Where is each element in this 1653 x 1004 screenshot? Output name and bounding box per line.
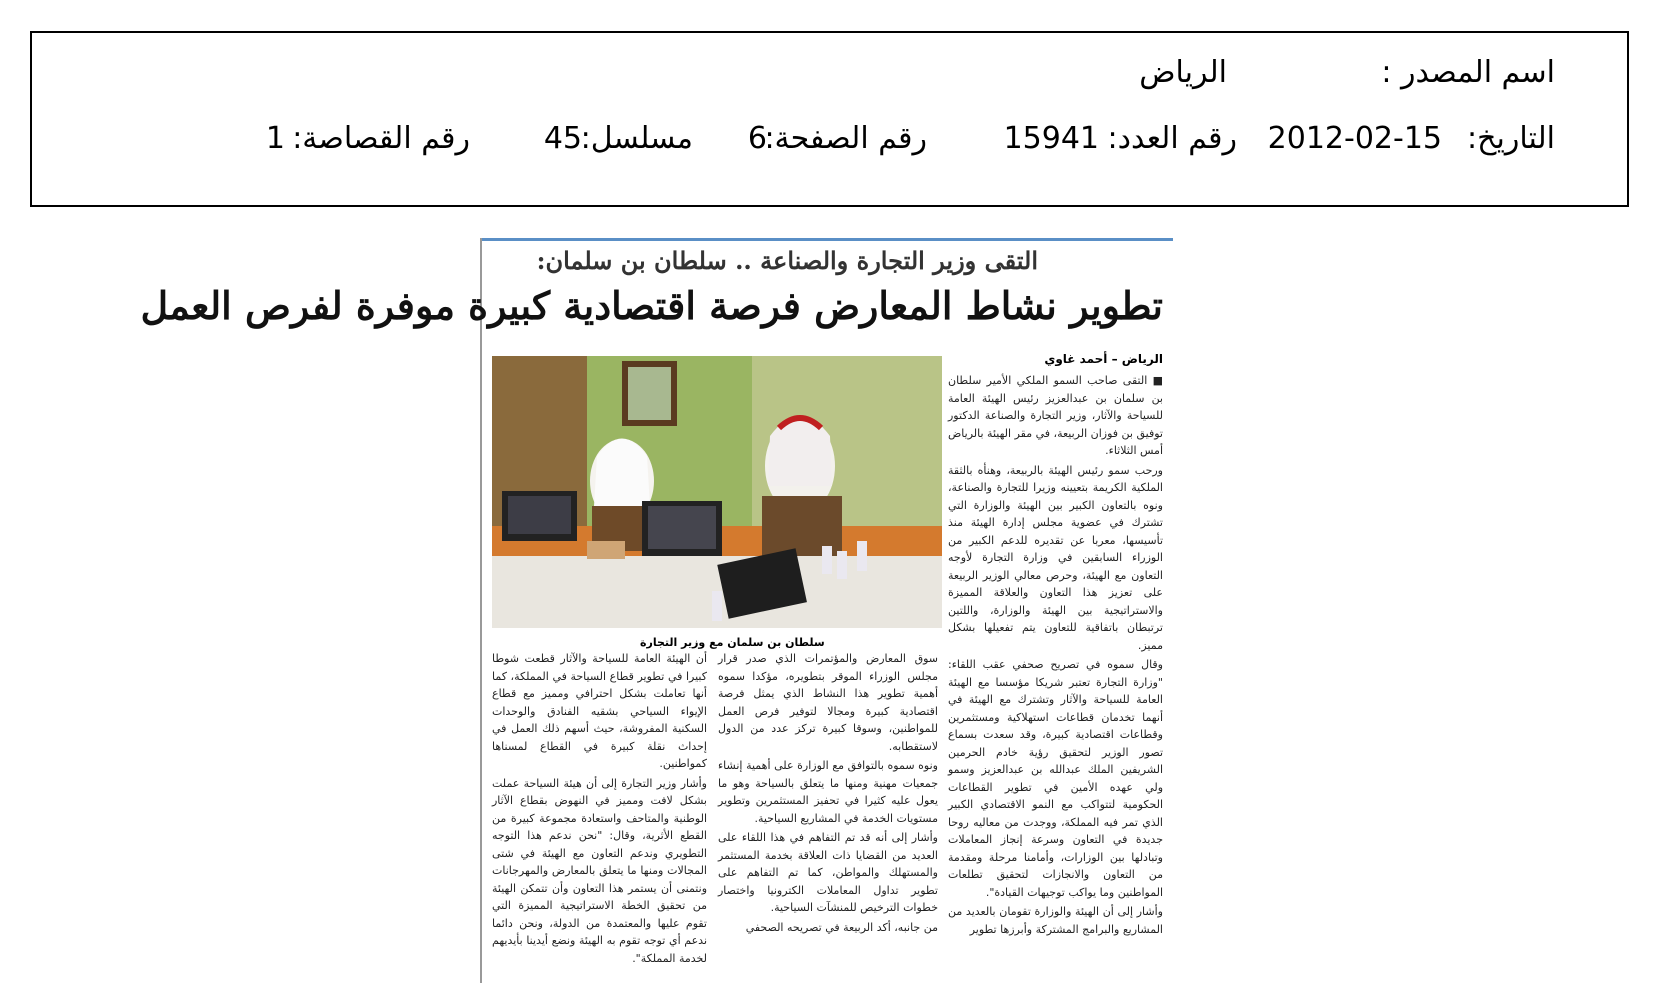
paragraph: وأشار إلى أنه قد تم التفاهم في هذا اللقاء على العديد من القضايا ذات العلاقة بخدمة المستثمر والمستهلك والمواطن، كما تم التفاهم على تطوير تداول المعاملات الكترونيا واختصار خطوات الترخيص للمنشآت السياحية. xyxy=(718,831,938,914)
paragraph: وأشار وزير التجارة إلى أن هيئة السياحة عملت بشكل لافت ومميز في النهوض بقطاع الآثار الوطنية والمتاحف واستعادة مجموعة كبيرة من القطع الأثرية، وقال: "نحن ندعم هذا التوجه التطويري وندعم التعاون مع الهيئة في شتى المجالات ومنها ما يتعلق بالمعارض والمهرجانات ونتمنى أن يستمر هذا التعاون وأن تتمكن الهيئة من تحقيق الخطة الاستراتيجية المميزة التي تقوم عليها والمعتمدة من الدولة، ونحن دائما ندعم أي توجه تقوم به الهيئة ونضع أيدينا بأيديهم لخدمة المملكة". xyxy=(492,776,707,965)
serial-label: مسلسل: xyxy=(580,121,693,156)
paragraph: وأشار إلى أن الهيئة والوزارة تقومان بالعديد من المشاريع والبرامج المشتركة وأبرزها تطوير xyxy=(948,905,1163,936)
serial-value: 45 xyxy=(543,121,582,156)
issue-label: رقم العدد: xyxy=(1107,121,1237,156)
newspaper-clipping xyxy=(140,238,1173,983)
paragraph: من جانبه، أكد الربيعة في تصريحه الصحفي xyxy=(745,920,938,934)
article-column-1 xyxy=(948,372,1163,982)
paragraph: ■ التقى صاحب السمو الملكي الأمير سلطان بن سلمان بن عبدالعزيز رئيس الهيئة العامة للسياحة والآثار، وزير التجارة والصناعة الدكتور توفيق بن فوزان الربيعة، في مقر الهيئة بالرياض أمس الثلاثاء. xyxy=(948,374,1163,457)
article-column-2 xyxy=(718,650,938,980)
meeting-photo xyxy=(492,356,942,628)
article-column-3 xyxy=(492,650,707,980)
paragraph: أن الهيئة العامة للسياحة والآثار قطعت شوطا كبيرا في تطوير قطاع السياحة في المملكة، كما أنها تعاملت بشكل احترافي ومميز مع قطاع الإيواء السياحي بشقيه الفنادق والوحدات السكنية المفروشة، حيث أسهم ذلك العمل في إحداث نقلة كبيرة في القطاع لمسناها كمواطنين. xyxy=(492,652,707,770)
date-label: التاريخ: xyxy=(1467,121,1555,156)
page-value: 6 xyxy=(747,121,767,156)
clip-number-label: رقم القصاصة: xyxy=(292,121,470,156)
article-kicker: التقى وزير التجارة والصناعة .. سلطان بن سلمان: xyxy=(536,246,1038,275)
page-label: رقم الصفحة: xyxy=(764,121,927,156)
paragraph: سوق المعارض والمؤتمرات الذي صدر قرار مجلس الوزراء الموقر بتطويره، مؤكدا سموه أهمية تطوير هذا النشاط الذي يمثل فرصة اقتصادية كبيرة ومجالا لتوفير فرص العمل للمواطنين، وسوقا كبيرة تركز عدد من الدول لاستقطابه. xyxy=(718,652,938,753)
clipping-side-rule xyxy=(480,238,482,983)
clipping-top-rule xyxy=(480,238,1173,241)
source-value: الرياض xyxy=(1139,55,1227,90)
paragraph: ورحب سمو رئيس الهيئة بالربيعة، وهنأه بالثقة الملكية الكريمة بتعيينه وزيرا للتجارة والصناعة، ونوه بالتعاون الكبير بين الهيئة والوزارة التي تشترك في عضوية مجلس إدارة الهيئة منذ تأسيسها، معربا عن تقديره للدعم الكبير من الوزراء السابقين في وزارة التجارة لأوجه التعاون مع الهيئة، وحرص معالي الوزير الربيعة على تعزيز هذا التعاون والعلاقة المميزة والاستراتيجية بين الهيئة والوزارة، واللتين ترتبطان باتفاقية للتعاون يتم تفعيلها بشكل مميز. xyxy=(948,463,1163,652)
clip-number-value: 1 xyxy=(265,121,285,156)
source-label: اسم المصدر : xyxy=(1381,55,1555,90)
photo-caption: سلطان بن سلمان مع وزير التجارة xyxy=(640,636,825,649)
paragraph: ونوه سموه بالتوافق مع الوزارة على أهمية إنشاء جمعيات مهنية ومنها ما يتعلق بالسياحة وهو ما يعول عليه كثيرا في تحفيز المستثمرين وتطوير مستويات الخدمة في المشاريع السياحية. xyxy=(718,759,938,825)
date-value: 2012-02-15 xyxy=(1267,121,1442,156)
paragraph: وقال سموه في تصريح صحفي عقب اللقاء: "وزارة التجارة تعتبر شريكا مؤسسا مع الهيئة العامة للسياحة والآثار وتشترك مع الهيئة في أنهما تخدمان قطاعات استهلاكية ومستثمرين وقطاعات اقتصادية كبيرة، وقد سعدت بسماع تصور الوزير لتحقيق رؤية خادم الحرمين الشريفين الملك عبدالله بن عبدالعزيز وسمو ولي عهده الأمين في تطوير القطاعات الحكومية لتتواكب مع النمو الاقتصادي الكبير الذي تمر فيه المملكة، ووجدت من معاليه روحا جديدة في التعاون وسرعة إنجاز المعاملات وتبادلها بين الوزارات، وأمامنا مرحلة ومقدمة من التعاون والانجازات لتحقيق تطلعات المواطنين وما يواكب توجيهات القيادة". xyxy=(948,658,1163,899)
article-headline: تطوير نشاط المعارض فرصة اقتصادية كبيرة موفرة لفرص العمل xyxy=(140,283,1163,328)
meeting-photo-image xyxy=(492,356,942,628)
issue-value: 15941 xyxy=(1003,121,1099,156)
clipping-header xyxy=(30,31,1629,207)
article-byline: الرياض – أحمد غاوي xyxy=(1044,352,1163,366)
